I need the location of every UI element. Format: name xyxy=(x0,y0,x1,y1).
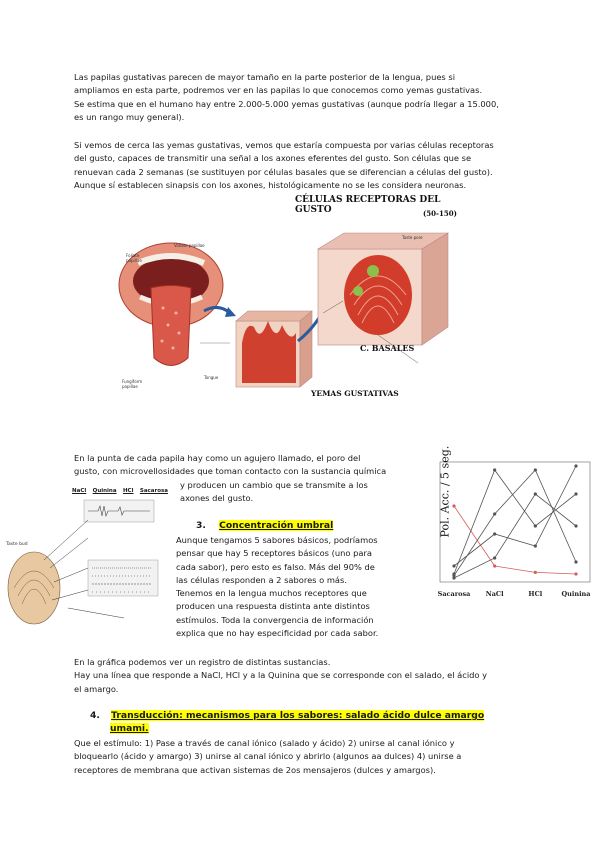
paragraph-papilas xyxy=(74,71,532,124)
paragraph-receptores xyxy=(176,534,409,640)
tongue-label: Tongue xyxy=(204,375,219,380)
heading-text: umami. xyxy=(110,723,149,734)
text-line: las células responden a 2 sabores o más. xyxy=(176,574,347,585)
response-chart xyxy=(418,445,596,616)
stimulus-labels xyxy=(72,488,168,494)
heading-number: 4. xyxy=(90,710,100,721)
text-line: Se estima que en el humano hay entre 2.000-5.000 yemas gustativas (aunque podría llegar a 15.000, xyxy=(74,98,499,109)
chart-x-tick-label: Quinina xyxy=(561,590,591,598)
chart-data-point xyxy=(534,492,537,495)
text-line: ampliamos en esta parte, podremos ver en las papilas lo que conocemos como yemas gustativas. xyxy=(74,85,483,96)
text-line: y producen un cambio que se transmite a los xyxy=(180,480,368,490)
text-line: gusto, con microvellosidades que toman contacto con la sustancia química xyxy=(74,466,387,477)
text-line: Aunque tengamos 5 sabores básicos, podríamos xyxy=(176,535,378,545)
figure-subtitle: (50-150) xyxy=(423,209,457,218)
taste-pore-label: Taste pore xyxy=(402,235,423,240)
text-line: producen una respuesta distinta ante distintos xyxy=(176,601,370,612)
text-line: pensar que hay 5 receptores básicos (uno para xyxy=(176,548,372,559)
chart-data-point xyxy=(493,468,496,471)
paragraph-poro-cont xyxy=(180,479,410,506)
chart-data-point xyxy=(534,524,537,527)
stimulus-label: Quinina xyxy=(92,488,117,494)
chart-data-point xyxy=(493,532,496,535)
text-line: Aunque sí establecen sinapsis con los axones, histológicamente no se les considera neuronas. xyxy=(74,179,467,190)
paragraph-estimulo xyxy=(74,737,538,777)
paragraph-poro xyxy=(74,452,410,479)
taste-bud-recording-illustration xyxy=(4,498,168,638)
recording-figure xyxy=(4,488,168,638)
text-line: bloquearlo (ácido y amargo) 3) unirse al canal iónico y abrirlo (algunos aa dulces) 4) unirse a xyxy=(74,751,462,762)
text-line: Hay una línea que responde a NaCl, HCl y a la Quinina que se corresponde con el salado, el ácido y xyxy=(74,670,488,681)
heading-number: 3. xyxy=(196,520,206,531)
taste-buds-label: YEMAS GUSTATIVAS xyxy=(311,389,399,398)
chart-x-tick-label: HCl xyxy=(528,590,543,598)
text-line: del gusto, capaces de transmitir una señal a los axones eferentes del gusto. Son células que se xyxy=(74,153,472,164)
chart-data-point xyxy=(452,564,455,567)
chart-data-point xyxy=(574,572,577,575)
text-line: Que el estímulo: 1) Pase a través de canal iónico (salado y ácido) 2) unirse al canal iónico y xyxy=(74,738,455,748)
chart-x-tick-label: NaCl xyxy=(485,590,504,598)
figure-title: CÉLULAS RECEPTORAS DEL GUSTO xyxy=(295,195,441,215)
vallate-label: Vallate papillae xyxy=(174,243,205,248)
text-line: renuevan cada 2 semanas (se sustituyen por células basales que se diferencian a células del gusto). xyxy=(74,166,493,177)
stimulus-label: HCl xyxy=(122,488,134,494)
text-line: Las papilas gustativas parecen de mayor tamaño en la parte posterior de la lengua, pues si xyxy=(74,72,456,82)
heading-text: Concentración umbral xyxy=(219,520,334,531)
text-line: En la gráfica podemos ver un registro de distintas sustancias. xyxy=(74,657,331,667)
taste-receptor-figure xyxy=(118,193,470,401)
basal-cells-label: C. BASALES xyxy=(360,343,415,353)
text-line: el amargo. xyxy=(74,683,119,694)
heading-concentracion xyxy=(196,519,333,532)
text-line: Si vemos de cerca las yemas gustativas, vemos que estaría compuesta por varias células receptoras xyxy=(74,140,494,150)
chart-data-point xyxy=(534,571,537,574)
chart-data-point xyxy=(574,464,577,467)
paragraph-grafica xyxy=(74,656,532,696)
text-line: es un rango muy general). xyxy=(74,111,185,122)
chart-data-point xyxy=(452,504,455,507)
chart-y-axis-label: Pol. Acc. / 5 seg. xyxy=(438,445,452,538)
text-line: Tenemos en la lengua muchos receptores que xyxy=(176,588,367,599)
chart-plot-area xyxy=(438,445,590,582)
text-line: En la punta de cada papila hay como un agujero llamado, el poro del xyxy=(74,453,361,463)
stimulus-label: Sacarosa xyxy=(139,488,168,494)
text-line: estímulos. Toda la convergencia de información xyxy=(176,614,374,625)
heading-text: Transducción: mecanismos para los sabores: salado ácido dulce amargo xyxy=(111,710,485,721)
chart-data-point xyxy=(493,556,496,559)
chart-data-point xyxy=(574,524,577,527)
chart-data-point xyxy=(574,560,577,563)
taste-bud-label: Taste bud xyxy=(6,542,28,547)
chart-x-tick-label: Sacarosa xyxy=(437,590,471,598)
chart-data-point xyxy=(493,512,496,515)
foliate-label: Foliate papillae xyxy=(126,253,142,263)
chart-data-point xyxy=(574,492,577,495)
chart-data-point xyxy=(534,468,537,471)
text-line: axones del gusto. xyxy=(180,493,254,504)
chart-data-point xyxy=(534,544,537,547)
stimulus-label: NaCl xyxy=(72,488,87,494)
chart-data-point xyxy=(493,564,496,567)
text-line: receptores de membrana que activan sistemas de 2os mensajeros (dulces y amargos). xyxy=(74,764,436,775)
chart-data-point xyxy=(452,576,455,579)
heading-transduccion-cont xyxy=(110,722,149,735)
text-line: cada sabor), pero esto es falso. Más del 90% de xyxy=(176,561,375,572)
fungiform-label: Fungiform papillae xyxy=(122,379,143,389)
paragraph-yemas xyxy=(74,139,532,192)
tongue-illustration xyxy=(118,193,470,401)
text-line: explica que no hay especificidad por cada sabor. xyxy=(176,628,379,639)
heading-transduccion xyxy=(90,709,484,722)
